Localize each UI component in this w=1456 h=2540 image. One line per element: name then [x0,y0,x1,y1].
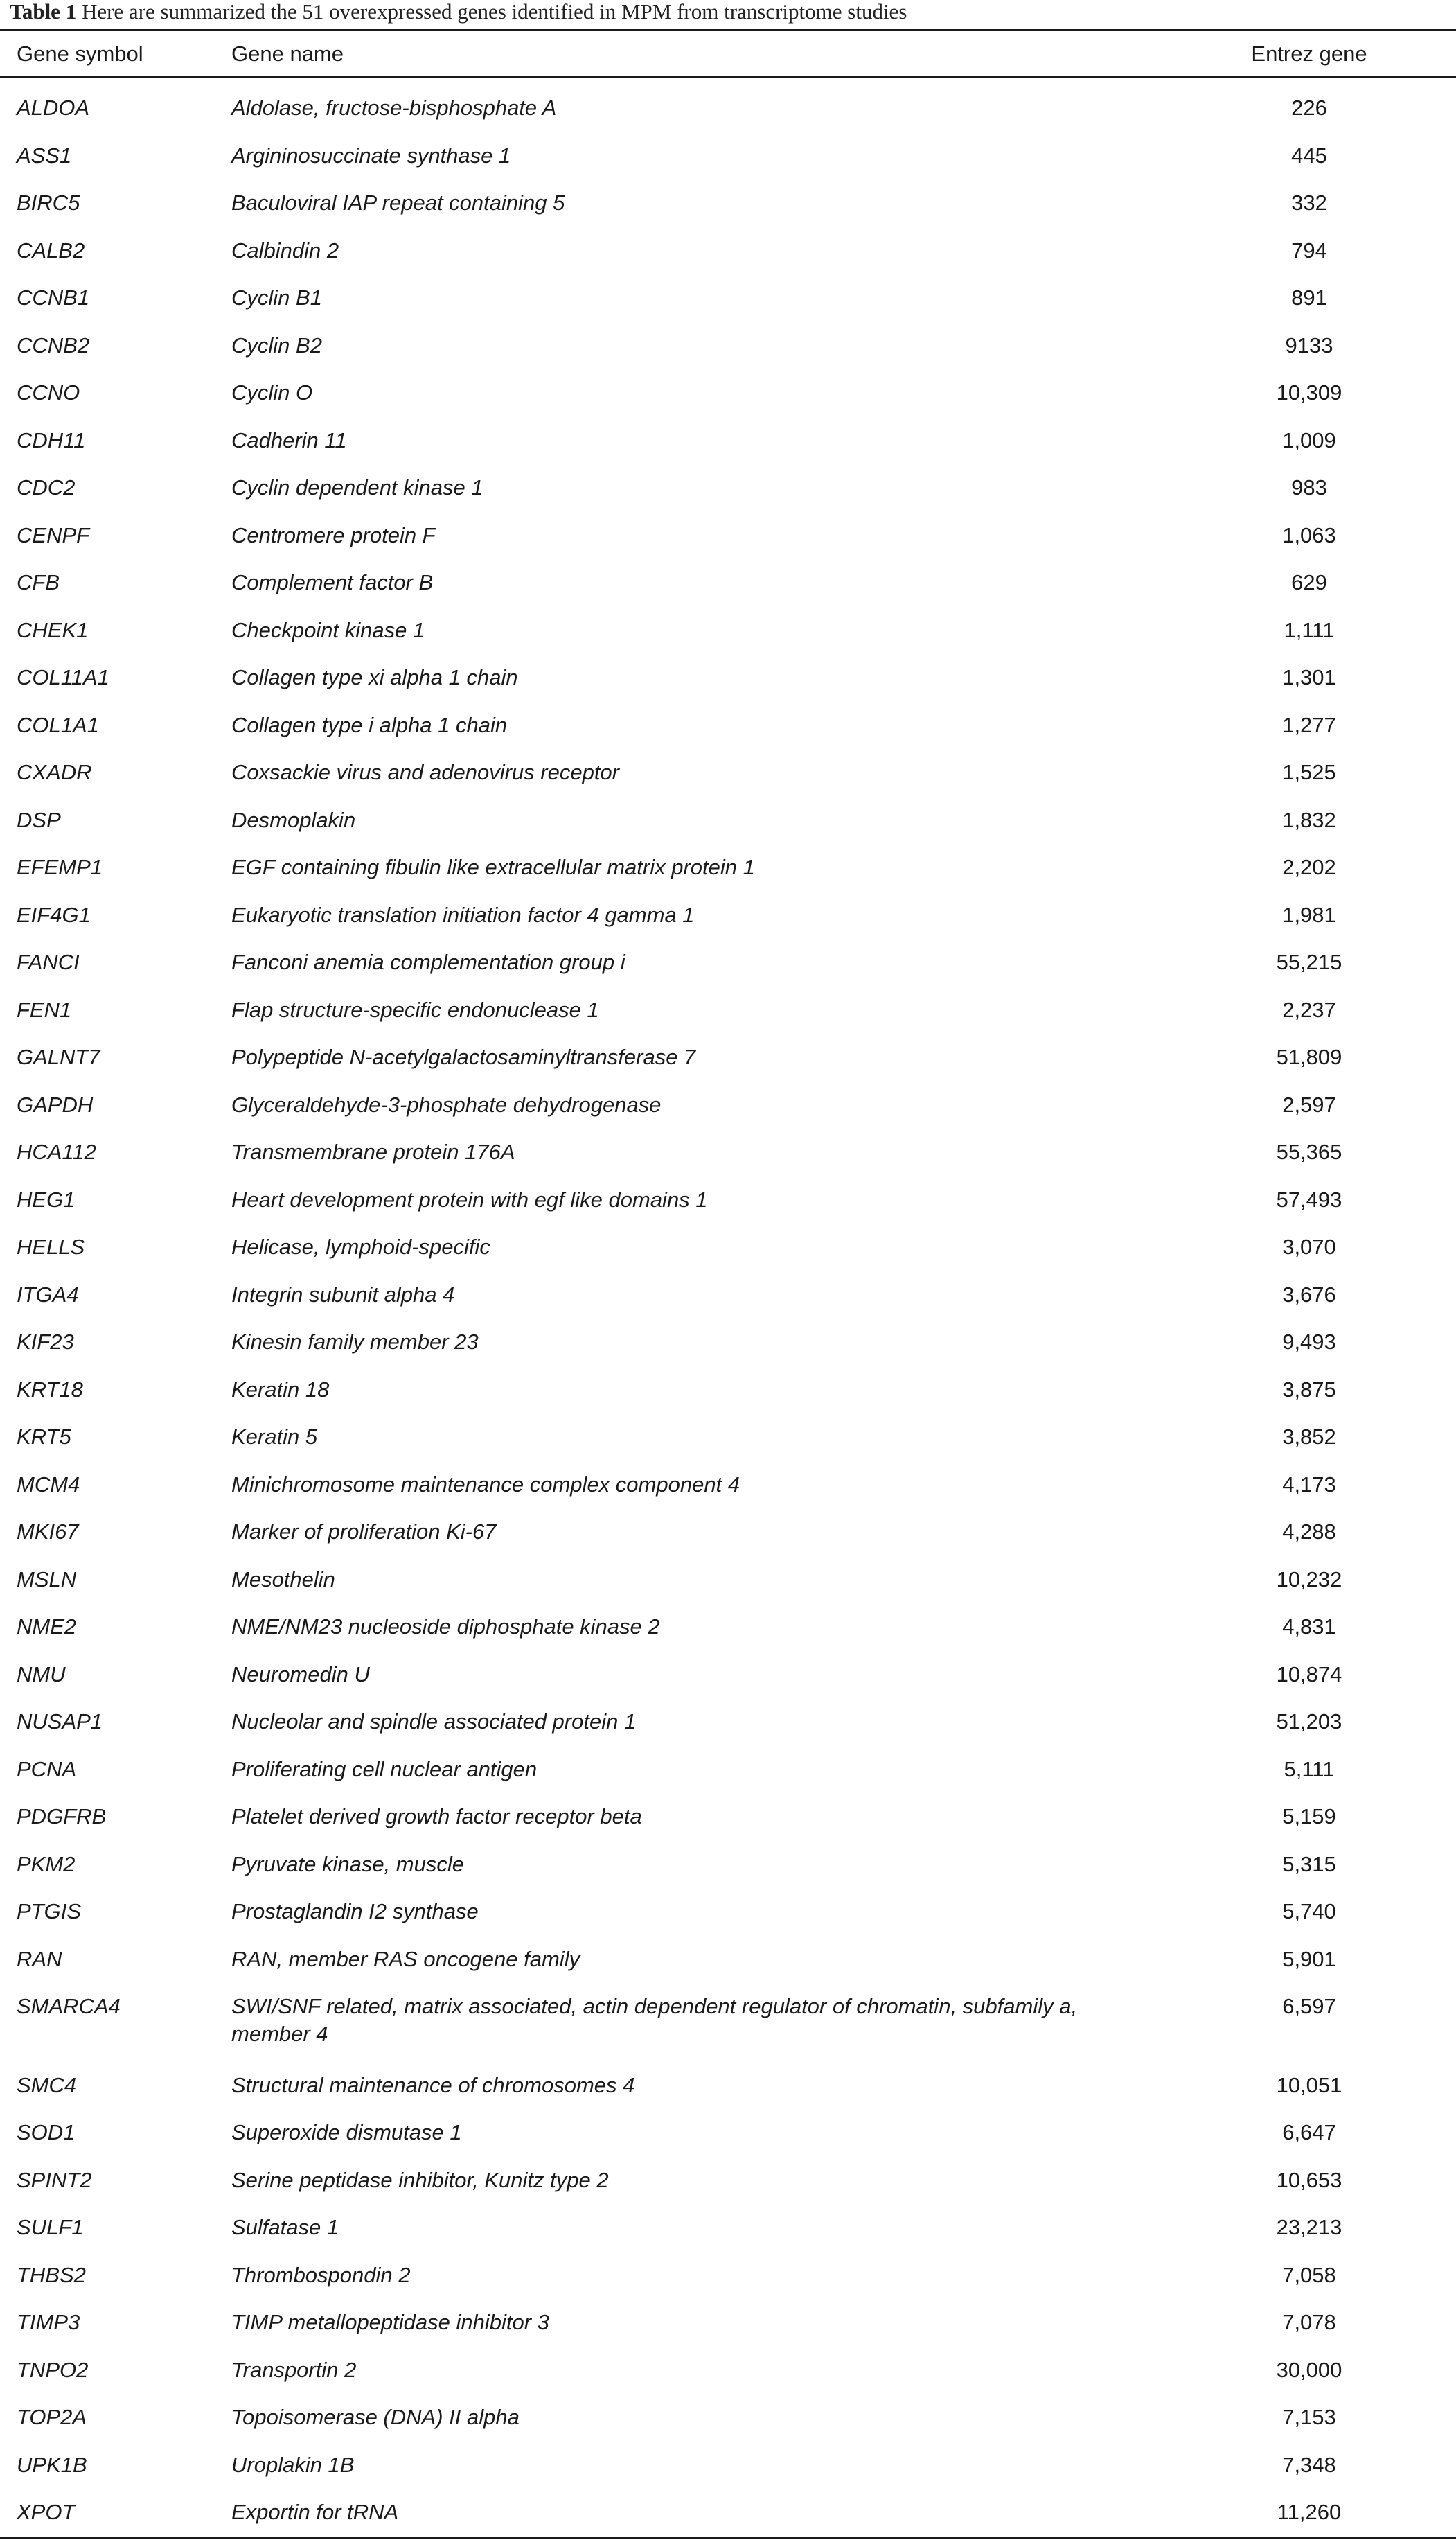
gene-name-cell: Cyclin O [231,380,313,405]
gene-name-cell: Desmoplakin [231,807,356,832]
gene-name-cell: Cadherin 11 [231,427,347,452]
table-row [0,315,1456,363]
gene-name-cell: EGF containing fibulin like extracellular matrix protein 1 [231,855,755,879]
gene-symbol-cell: TIMP3 [17,2310,80,2334]
entrez-id-cell: 23,213 [1276,2215,1342,2239]
gene-symbol-cell: CCNB1 [17,285,90,310]
entrez-id-cell: 9133 [1285,333,1333,358]
gene-symbol-cell: CHEK1 [17,617,89,642]
entrez-id-cell: 1,525 [1282,760,1336,784]
gene-symbol-cell: CXADR [17,760,92,784]
gene-name-cell: Serine peptidase inhibitor, Kunitz type 2 [231,2167,609,2192]
table-row [0,1264,1456,1312]
gene-name-cell: Heart development protein with egf like domains 1 [231,1187,708,1212]
table-header [0,31,1456,76]
gene-symbol-cell: CENPF [17,522,90,547]
header-gene-symbol: Gene symbol [17,42,143,66]
entrez-id-cell: 2,237 [1282,997,1336,1022]
gene-symbol-cell: CDH11 [17,427,86,452]
entrez-id-cell: 57,493 [1276,1187,1342,1212]
table-row [0,552,1456,600]
entrez-id-cell: 10,309 [1276,380,1342,405]
gene-symbol-cell: TOP2A [17,2405,87,2429]
entrez-id-cell: 6,597 [1282,1994,1336,2018]
gene-name-cell: Structural maintenance of chromosomes 4 [231,2072,635,2097]
gene-symbol-cell: ASS1 [17,143,72,168]
table-row [0,695,1456,743]
table-row [0,173,1456,220]
gene-symbol-cell: GALNT7 [17,1045,100,1069]
gene-name-cell: Pyruvate kinase, muscle [231,1851,464,1876]
gene-name-cell: Superoxide dismutase 1 [231,2120,462,2144]
gene-symbol-cell: FANCI [17,950,80,974]
entrez-id-cell: 3,875 [1282,1377,1336,1402]
table-row [0,1644,1456,1692]
gene-symbol-cell: PTGIS [17,1899,82,1923]
gene-name-cell: TIMP metallopeptidase inhibitor 3 [231,2310,549,2334]
table-row [0,1834,1456,1882]
header-gene-name: Gene name [231,42,344,66]
gene-symbol-cell: UPK1B [17,2452,87,2477]
entrez-id-cell: 445 [1291,143,1327,168]
gene-name-cell: Keratin 18 [231,1377,330,1402]
entrez-id-cell: 332 [1291,191,1327,215]
entrez-id-cell: 4,288 [1282,1519,1336,1544]
gene-symbol-cell: MCM4 [17,1472,80,1497]
table-row [0,647,1456,695]
gene-name-cell: Platelet derived growth factor receptor beta [231,1804,642,1828]
table-row [0,125,1456,173]
gene-name-cell: Keratin 5 [231,1425,318,1449]
table-row [0,1929,1456,1977]
table-row [0,2055,1456,2103]
gene-name-cell: Flap structure-specific endonuclease 1 [231,997,599,1022]
entrez-id-cell: 6,647 [1282,2120,1336,2144]
gene-name-cell: Cyclin B1 [231,285,322,310]
gene-symbol-cell: EIF4G1 [17,902,91,927]
table-row [0,2197,1456,2245]
entrez-id-cell: 55,215 [1276,950,1342,974]
entrez-id-cell: 10,051 [1276,2072,1342,2097]
gene-symbol-cell: TNPO2 [17,2357,89,2382]
entrez-id-cell: 9,493 [1282,1330,1336,1354]
table-row [0,1217,1456,1264]
gene-symbol-cell: MSLN [17,1567,77,1591]
table-row [0,2102,1456,2150]
table-row [0,885,1456,933]
gene-symbol-cell: ITGA4 [17,1282,79,1307]
gene-symbol-cell: SMC4 [17,2072,77,2097]
gene-symbol-cell: ALDOA [17,96,90,120]
table-label: Table 1 [10,0,77,24]
gene-name-cell: Kinesin family member 23 [231,1330,479,1354]
gene-name-cell: Glyceraldehyde-3-phosphate dehydrogenase [231,1092,662,1117]
table-row [0,1976,1456,2055]
gene-symbol-cell: COL11A1 [17,665,109,689]
gene-name-cell: Minichromosome maintenance complex component 4 [231,1472,740,1497]
gene-symbol-cell: GAPDH [17,1092,94,1117]
entrez-id-cell: 1,981 [1282,902,1336,927]
table-row [0,2435,1456,2482]
gene-name-cell: Integrin subunit alpha 4 [231,1282,455,1307]
gene-name-cell: Centromere protein F [231,522,436,547]
table-row [0,1596,1456,1644]
gene-name-cell: Baculoviral IAP repeat containing 5 [231,191,565,215]
table-row [0,1691,1456,1739]
entrez-id-cell: 3,070 [1282,1235,1336,1259]
entrez-id-cell: 5,159 [1282,1804,1336,1828]
table-row [0,980,1456,1028]
gene-symbol-cell: NUSAP1 [17,1709,103,1734]
gene-symbol-cell: NME2 [17,1614,77,1639]
entrez-id-cell: 3,852 [1282,1425,1336,1449]
gene-symbol-cell: CCNO [17,380,80,405]
gene-name-cell: Mesothelin [231,1567,335,1591]
entrez-id-cell: 1,301 [1282,665,1336,689]
entrez-id-cell: 1,111 [1284,617,1335,642]
entrez-id-cell: 7,153 [1282,2405,1336,2429]
entrez-id-cell: 7,078 [1282,2310,1336,2334]
gene-symbol-cell: CFB [17,570,60,594]
gene-symbol-cell: HEG1 [17,1187,76,1212]
gene-symbol-cell: HELLS [17,1235,85,1259]
gene-name-cell: Topoisomerase (DNA) II alpha [231,2405,520,2429]
gene-name-cell: Cyclin dependent kinase 1 [231,475,483,500]
gene-symbol-cell: SPINT2 [17,2167,92,2192]
gene-symbol-cell: KRT18 [17,1377,83,1402]
table-row [0,267,1456,315]
gene-symbol-cell: PDGFRB [17,1804,107,1828]
entrez-id-cell: 1,832 [1282,807,1336,832]
gene-name-cell: Uroplakin 1B [231,2452,355,2477]
gene-name-cell: Neuromedin U [231,1661,370,1686]
entrez-id-cell: 2,202 [1282,855,1336,879]
gene-name-cell: Collagen type i alpha 1 chain [231,712,508,737]
entrez-id-cell: 10,232 [1276,1567,1342,1591]
table-row [0,1406,1456,1454]
gene-name-cell: Marker of proliferation Ki-67 [231,1519,497,1544]
gene-name-cell: Coxsackie virus and adenovirus receptor [231,760,619,784]
gene-name-cell: Helicase, lymphoid-specific [231,1235,490,1259]
entrez-id-cell: 2,597 [1282,1092,1336,1117]
entrez-id-cell: 10,653 [1276,2167,1342,2192]
gene-name-cell: Transmembrane protein 176A [231,1140,515,1164]
gene-symbol-cell: FEN1 [17,997,72,1022]
gene-symbol-cell: SMARCA4 [17,1994,121,2018]
table-row [0,1881,1456,1929]
table-row [0,1075,1456,1122]
table-row [0,505,1456,553]
gene-name-cell: Calbindin 2 [231,238,339,263]
table-row [0,220,1456,268]
table-row [0,1359,1456,1407]
gene-name-cell: Sulfatase 1 [231,2215,339,2239]
table-row [0,2340,1456,2388]
table-row [0,2482,1456,2530]
entrez-id-cell: 629 [1291,570,1327,594]
entrez-id-cell: 5,111 [1284,1756,1335,1781]
entrez-id-cell: 11,260 [1277,2500,1342,2524]
gene-name-cell: Transportin 2 [231,2357,357,2382]
table-caption [10,0,907,28]
table-row [0,457,1456,505]
table-row [0,362,1456,410]
table-row [0,1501,1456,1549]
entrez-id-cell: 5,740 [1282,1899,1336,1923]
table-row [0,600,1456,648]
entrez-id-cell: 226 [1291,96,1327,120]
header-entrez-gene: Entrez gene [1251,42,1367,66]
table-row [0,1027,1456,1075]
entrez-id-cell: 5,315 [1282,1851,1336,1876]
gene-name-cell: Nucleolar and spindle associated protein 1 [231,1709,637,1734]
gene-symbol-cell: CALB2 [17,238,85,263]
table-row [0,1786,1456,1834]
gene-symbol-cell: MKI67 [17,1519,79,1544]
entrez-id-cell: 5,901 [1282,1946,1336,1971]
gene-name-cell: Proliferating cell nuclear antigen [231,1756,538,1781]
table-row [0,790,1456,838]
entrez-id-cell: 1,277 [1282,712,1336,737]
bottom-rule [0,2537,1456,2539]
gene-name-cell: Eukaryotic translation initiation factor 4 gamma 1 [231,902,695,927]
entrez-id-cell: 794 [1291,238,1327,263]
gene-name-cell: Aldolase, fructose-bisphosphate A [231,96,557,120]
table-row [0,932,1456,980]
gene-name-cell: Collagen type xi alpha 1 chain [231,665,518,689]
table-row [0,2292,1456,2340]
table-row [0,1454,1456,1502]
gene-symbol-cell: KRT5 [17,1425,71,1449]
gene-symbol-cell: PKM2 [17,1851,76,1876]
table-caption-text: Here are summarized the 51 overexpressed genes identified in MPM from transcriptome studies [81,0,907,24]
table-row [0,2245,1456,2293]
gene-name-cell: NME/NM23 nucleoside diphosphate kinase 2 [231,1614,660,1639]
gene-symbol-cell: DSP [17,807,61,832]
entrez-id-cell: 55,365 [1276,1140,1342,1164]
entrez-id-cell: 4,173 [1282,1472,1336,1497]
gene-name-cell: Exportin for tRNA [231,2500,399,2524]
table-row [0,1170,1456,1217]
gene-name-cell: Fanconi anemia complementation group i [231,950,625,974]
gene-symbol-cell: BIRC5 [17,191,80,215]
entrez-id-cell: 4,831 [1282,1614,1336,1639]
gene-name-cell: Thrombospondin 2 [231,2262,411,2287]
gene-symbol-cell: HCA112 [17,1140,96,1164]
entrez-id-cell: 30,000 [1276,2357,1342,2382]
table-row [0,1549,1456,1597]
gene-name-cell: Complement factor B [231,570,434,594]
gene-name-cell: Prostaglandin I2 synthase [231,1899,479,1923]
table-row [0,2387,1456,2435]
entrez-id-cell: 1,063 [1282,522,1336,547]
gene-name-cell: SWI/SNF related, matrix associated, actin dependent regulator of chromatin, subfamily a, member 4 [231,1994,1078,2046]
gene-symbol-cell: RAN [17,1946,62,1971]
gene-symbol-cell: SULF1 [17,2215,84,2239]
gene-name-cell: Checkpoint kinase 1 [231,617,425,642]
gene-symbol-cell: EFEMP1 [17,855,103,879]
gene-name-cell: RAN, member RAS oncogene family [231,1946,580,1971]
gene-symbol-cell: CDC2 [17,475,76,500]
gene-symbol-cell: XPOT [17,2500,76,2524]
entrez-id-cell: 983 [1291,475,1327,500]
gene-symbol-cell: KIF23 [17,1330,74,1354]
gene-symbol-cell: SOD1 [17,2120,76,2144]
table-row [0,742,1456,790]
table-body [0,78,1456,2537]
table-row [0,410,1456,458]
table-row [0,1122,1456,1170]
entrez-id-cell: 7,348 [1282,2452,1336,2477]
entrez-id-cell: 891 [1291,285,1327,310]
entrez-id-cell: 1,009 [1282,427,1336,452]
entrez-id-cell: 51,809 [1276,1045,1342,1069]
gene-symbol-cell: PCNA [17,1756,77,1781]
gene-symbol-cell: CCNB2 [17,333,90,358]
gene-name-cell: Argininosuccinate synthase 1 [231,143,511,168]
table-row [0,2150,1456,2198]
entrez-id-cell: 51,203 [1276,1709,1342,1734]
table-row [0,78,1456,125]
table-row [0,1739,1456,1787]
entrez-id-cell: 3,676 [1282,1282,1336,1307]
table-row [0,1312,1456,1359]
gene-symbol-cell: NMU [17,1661,66,1686]
gene-symbol-cell: THBS2 [17,2262,86,2287]
gene-name-cell: Cyclin B2 [231,333,322,358]
entrez-id-cell: 7,058 [1282,2262,1336,2287]
table-row [0,837,1456,885]
gene-name-cell: Polypeptide N-acetylgalactosaminyltransferase 7 [231,1045,696,1069]
gene-symbol-cell: COL1A1 [17,712,99,737]
entrez-id-cell: 10,874 [1276,1661,1342,1686]
